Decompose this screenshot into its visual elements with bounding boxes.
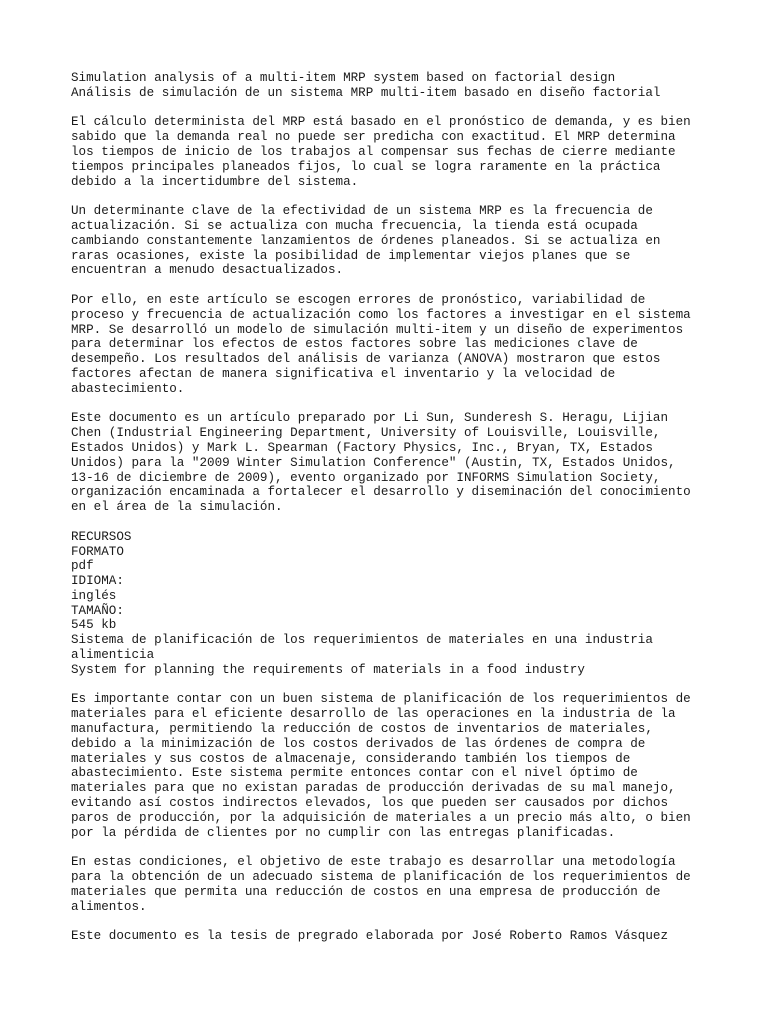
spacer [71, 914, 701, 929]
text-line: Por ello, en este artículo se escogen errores de pronóstico, variabilidad de [71, 292, 646, 307]
size-value: 545 kb [71, 618, 117, 633]
text-line: paros de producción, por la adquisición de materiales a un precio más alto, o bien [71, 810, 691, 825]
paragraph-1 [71, 115, 701, 189]
text-line: abastecimiento. [71, 381, 185, 396]
text-line: El cálculo determinista del MRP está basado en el pronóstico de demanda, y es bien [71, 115, 691, 130]
resources-block [71, 530, 701, 678]
spacer [71, 397, 701, 412]
second-title-spanish: Sistema de planificación de los requerimientos de materiales en una industria [71, 633, 653, 648]
text-line: evitando así costos indirectos elevados, los que pueden ser causados por dichos [71, 796, 669, 811]
text-line: materiales para que no existan paradas de producción derivadas de su mal manejo, [71, 781, 676, 796]
paragraph-7 [71, 929, 701, 944]
language-value: inglés [71, 588, 117, 603]
text-line: materiales y sus costos de almacenaje, considerando también los tiempos de [71, 751, 631, 766]
format-value: pdf [71, 559, 94, 574]
second-title-spanish-cont: alimenticia [71, 648, 155, 663]
text-line: por la pérdida de clientes por no cumplir con las entregas planificadas. [71, 825, 616, 840]
paragraph-2 [71, 204, 701, 278]
paragraph-3 [71, 293, 701, 397]
spacer [71, 515, 701, 530]
size-label: TAMAÑO: [71, 603, 124, 618]
text-line: para la obtención de un adecuado sistema de planificación de los requerimientos de [71, 870, 691, 885]
text-line: manufactura, permitiendo la reducción de costos de inventarios de materiales, [71, 722, 653, 737]
format-label: FORMATO [71, 544, 124, 559]
text-line: Unidos) para la "2009 Winter Simulation Conference" (Austin, TX, Estados Unidos, [71, 455, 676, 470]
text-line: factores afectan de manera significativa el inventario y la velocidad de [71, 366, 616, 381]
text-line: los tiempos de inicio de los trabajos al compensar sus fechas de cierre mediante [71, 144, 676, 159]
spacer [71, 101, 701, 116]
text-line: para determinar los efectos de estos factores sobre las mediciones clave de [71, 337, 638, 352]
text-line: materiales que permita una reducción de costos en una empresa de producción de [71, 884, 661, 899]
text-line: proceso y frecuencia de actualización como los factores a investigar en el sistema [71, 307, 691, 322]
resources-heading: RECURSOS [71, 529, 132, 544]
text-line: 13-16 de diciembre de 2009), evento organizado por INFORMS Simulation Society, [71, 470, 661, 485]
text-line: En estas condiciones, el objetivo de este trabajo es desarrollar una metodología [71, 855, 676, 870]
text-line: Chen (Industrial Engineering Department, University of Louisville, Louisville, [71, 426, 661, 441]
text-line: Este documento es la tesis de pregrado elaborada por José Roberto Ramos Vásquez [71, 929, 669, 944]
text-line: encuentran a menudo desactualizados. [71, 263, 344, 278]
spacer [71, 278, 701, 293]
text-line: tiempos principales planeados fijos, lo cual se logra raramente en la práctica [71, 159, 661, 174]
second-title-english: System for planning the requirements of materials in a food industry [71, 662, 585, 677]
spacer [71, 678, 701, 693]
text-line: debido a la minimización de los costos derivados de las órdenes de compra de [71, 736, 646, 751]
text-line: alimentos. [71, 899, 147, 914]
text-line: Estados Unidos) y Mark L. Spearman (Factory Physics, Inc., Bryan, TX, Estados [71, 440, 653, 455]
text-line: en el área de la simulación. [71, 500, 283, 515]
text-line: cambiando constantemente lanzamientos de órdenes planeados. Si se actualiza en [71, 233, 661, 248]
spacer [71, 840, 701, 855]
paragraph-5 [71, 692, 701, 840]
paragraph-4 [71, 411, 701, 515]
text-line: materiales para el eficiente desarrollo de las operaciones en la industria de la [71, 707, 676, 722]
text-line: desempeño. Los resultados del análisis de varianza (ANOVA) mostraron que estos [71, 352, 661, 367]
text-line: actualización. Si se actualiza con mucha frecuencia, la tienda está ocupada [71, 218, 638, 233]
text-line: sabido que la demanda real no puede ser predicha con exactitud. El MRP determina [71, 130, 676, 145]
paragraph-6 [71, 855, 701, 914]
text-line: Un determinante clave de la efectividad de un sistema MRP es la frecuencia de [71, 204, 653, 219]
text-line: raras ocasiones, existe la posibilidad de implementar viejos planes que se [71, 248, 631, 263]
title-spanish: Análisis de simulación de un sistema MRP multi-item basado en diseño factorial [71, 85, 661, 100]
text-line: debido a la incertidumbre del sistema. [71, 174, 359, 189]
text-line: Es importante contar con un buen sistema de planificación de los requerimientos de [71, 692, 691, 707]
text-line: organización encaminada a fortalecer el desarrollo y diseminación del conocimiento [71, 485, 691, 500]
document-page [71, 71, 701, 944]
title-english: Simulation analysis of a multi-item MRP system based on factorial design [71, 71, 616, 85]
text-line: Este documento es un artículo preparado por Li Sun, Sunderesh S. Heragu, Lijian [71, 411, 669, 426]
language-label: IDIOMA: [71, 574, 124, 589]
text-line: abastecimiento. Este sistema permite entonces contar con el nivel óptimo de [71, 766, 638, 781]
text-line: MRP. Se desarrolló un modelo de simulación multi-item y un diseño de experimentos [71, 322, 684, 337]
spacer [71, 189, 701, 204]
